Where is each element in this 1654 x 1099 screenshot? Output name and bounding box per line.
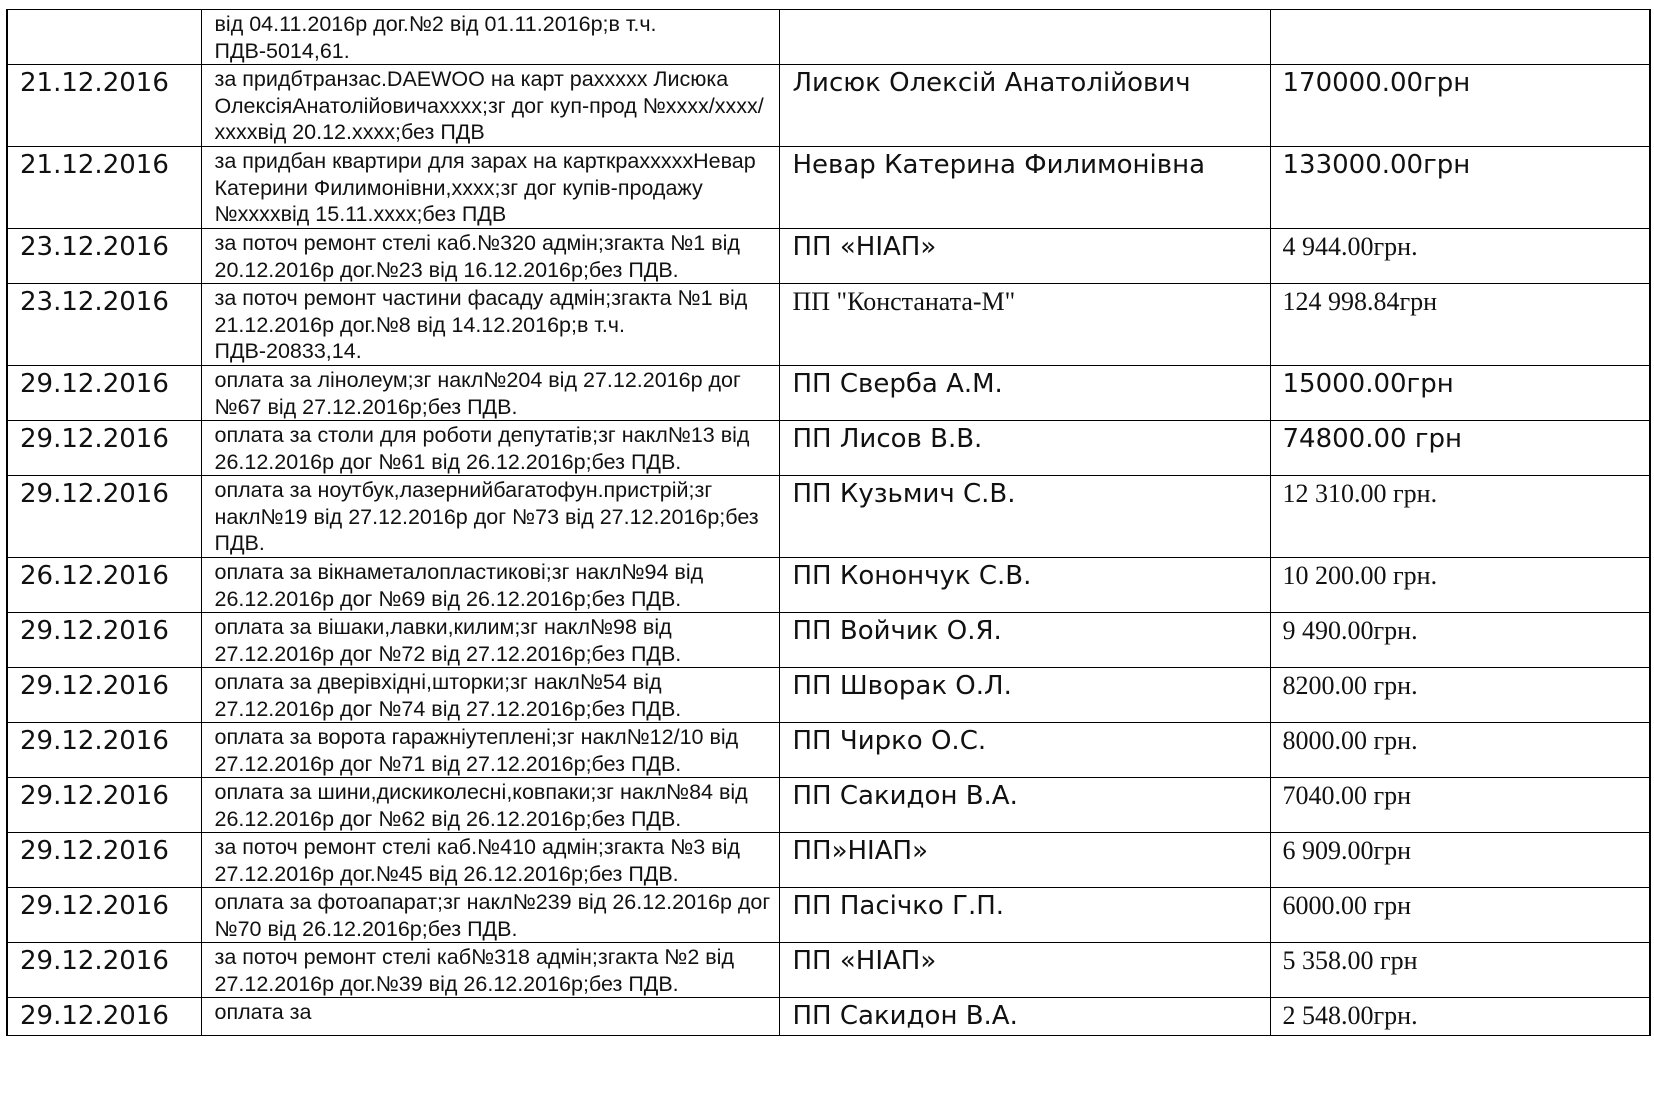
counterparty-cell: ПП Кузьмич С.В. <box>779 476 1270 558</box>
counterparty-cell <box>779 10 1270 65</box>
date-cell: 29.12.2016 <box>7 366 201 421</box>
amount-cell: 8200.00 грн. <box>1270 668 1650 723</box>
counterparty-cell: Невар Катерина Филимонівна <box>779 147 1270 229</box>
date-cell <box>7 10 201 65</box>
description-cell: за поточ ремонт частини фасаду адмін;згакта №1 від 21.12.2016р дог.№8 від 14.12.2016р;в т.ч. ПДВ-20833,14. <box>201 284 779 366</box>
amount-cell: 7040.00 грн <box>1270 778 1650 833</box>
counterparty-cell: ПП Сакидон В.А. <box>779 998 1270 1036</box>
date-cell: 23.12.2016 <box>7 284 201 366</box>
description-cell: оплата за шини,дискиколесні,ковпаки;зг накл№84 від 26.12.2016р дог №62 від 26.12.2016р;без ПДВ. <box>201 778 779 833</box>
date-cell: 29.12.2016 <box>7 613 201 668</box>
amount-cell: 133000.00грн <box>1270 147 1650 229</box>
amount-cell: 5 358.00 грн <box>1270 943 1650 998</box>
description-cell: оплата за ворота гаражніутеплені;зг накл№12/10 від 27.12.2016р дог №71 від 27.12.2016р;без ПДВ. <box>201 723 779 778</box>
description-cell: оплата за столи для роботи депутатів;зг накл№13 від 26.12.2016р дог №61 від 26.12.2016р;без ПДВ. <box>201 421 779 476</box>
description-cell: оплата за дверівхідні,шторки;зг накл№54 від 27.12.2016р дог №74 від 27.12.2016р;без ПДВ. <box>201 668 779 723</box>
description-cell: оплата за фотоапарат;зг накл№239 від 26.12.2016р дог №70 від 26.12.2016р;без ПДВ. <box>201 888 779 943</box>
amount-cell: 6000.00 грн <box>1270 888 1650 943</box>
table-row <box>7 229 1650 284</box>
table-row <box>7 366 1650 421</box>
date-cell: 29.12.2016 <box>7 943 201 998</box>
counterparty-cell: ПП "Констаната-М" <box>779 284 1270 366</box>
amount-cell: 170000.00грн <box>1270 65 1650 147</box>
counterparty-cell: ПП Сакидон В.А. <box>779 778 1270 833</box>
counterparty-cell: ПП Чирко О.С. <box>779 723 1270 778</box>
counterparty-cell: ПП»НІАП» <box>779 833 1270 888</box>
table-row <box>7 421 1650 476</box>
date-cell: 29.12.2016 <box>7 668 201 723</box>
counterparty-cell: ПП «НІАП» <box>779 943 1270 998</box>
amount-cell: 124 998.84грн <box>1270 284 1650 366</box>
table-row <box>7 943 1650 998</box>
table-row <box>7 998 1650 1036</box>
table-row <box>7 833 1650 888</box>
table-row <box>7 723 1650 778</box>
amount-cell: 6 909.00грн <box>1270 833 1650 888</box>
description-cell: оплата за лінолеум;зг накл№204 від 27.12.2016р дог №67 від 27.12.2016р;без ПДВ. <box>201 366 779 421</box>
description-cell: від 04.11.2016р дог.№2 від 01.11.2016р;в т.ч. ПДВ-5014,61. <box>201 10 779 65</box>
date-cell: 29.12.2016 <box>7 723 201 778</box>
date-cell: 21.12.2016 <box>7 147 201 229</box>
date-cell: 29.12.2016 <box>7 476 201 558</box>
counterparty-cell: ПП Лисов В.В. <box>779 421 1270 476</box>
table-row <box>7 10 1650 65</box>
date-cell: 29.12.2016 <box>7 421 201 476</box>
counterparty-cell: ПП Конончук С.В. <box>779 558 1270 613</box>
counterparty-cell: ПП Пасічко Г.П. <box>779 888 1270 943</box>
date-cell: 26.12.2016 <box>7 558 201 613</box>
description-cell: оплата за вікнаметалопластикові;зг накл№94 від 26.12.2016р дог №69 від 26.12.2016р;без ПДВ. <box>201 558 779 613</box>
counterparty-cell: Лисюк Олексій Анатолійович <box>779 65 1270 147</box>
table-row <box>7 147 1650 229</box>
amount-cell: 15000.00грн <box>1270 366 1650 421</box>
table-row <box>7 284 1650 366</box>
description-cell: за придбтранзас.DAEWOO на карт рахххxx Лисюка ОлексіяАнатолійовичахххх;зг дог куп-прод №хххх/хххх/ххххвід 20.12.хххх;без ПДВ <box>201 65 779 147</box>
table-row <box>7 888 1650 943</box>
description-cell: оплата за вішаки,лавки,килим;зг накл№98 від 27.12.2016р дог №72 від 27.12.2016р;без ПДВ. <box>201 613 779 668</box>
table-row <box>7 613 1650 668</box>
amount-cell <box>1270 10 1650 65</box>
table-row <box>7 65 1650 147</box>
date-cell: 29.12.2016 <box>7 998 201 1036</box>
counterparty-cell: ПП Сверба А.М. <box>779 366 1270 421</box>
date-cell: 21.12.2016 <box>7 65 201 147</box>
amount-cell: 74800.00 грн <box>1270 421 1650 476</box>
counterparty-cell: ПП «НІАП» <box>779 229 1270 284</box>
description-cell: за придбан квартири для зарах на карткрахххххНевар Катерини Филимонівни,хххх;зг дог купів-продажу №хххxвід 15.11.хххх;без ПДВ <box>201 147 779 229</box>
amount-cell: 4 944.00грн. <box>1270 229 1650 284</box>
table-row <box>7 558 1650 613</box>
counterparty-cell: ПП Войчик О.Я. <box>779 613 1270 668</box>
description-cell: оплата за <box>201 998 779 1036</box>
description-cell: за поточ ремонт стелі каб.№410 адмін;згакта №3 від 27.12.2016р дог.№45 від 26.12.2016р;без ПДВ. <box>201 833 779 888</box>
description-cell: за поточ ремонт стелі каб.№320 адмін;згакта №1 від 20.12.2016р дог.№23 від 16.12.2016р;без ПДВ. <box>201 229 779 284</box>
amount-cell: 12 310.00 грн. <box>1270 476 1650 558</box>
payments-table <box>6 9 1651 1036</box>
table-row <box>7 778 1650 833</box>
date-cell: 29.12.2016 <box>7 778 201 833</box>
amount-cell: 8000.00 грн. <box>1270 723 1650 778</box>
table-row <box>7 476 1650 558</box>
description-cell: за поточ ремонт стелі каб№318 адмін;згакта №2 від 27.12.2016р дог.№39 від 26.12.2016р;без ПДВ. <box>201 943 779 998</box>
table-row <box>7 668 1650 723</box>
date-cell: 29.12.2016 <box>7 888 201 943</box>
date-cell: 23.12.2016 <box>7 229 201 284</box>
counterparty-cell: ПП Шворак О.Л. <box>779 668 1270 723</box>
amount-cell: 2 548.00грн. <box>1270 998 1650 1036</box>
date-cell: 29.12.2016 <box>7 833 201 888</box>
amount-cell: 10 200.00 грн. <box>1270 558 1650 613</box>
description-cell: оплата за ноутбук,лазернийбагатофун.пристрій;зг накл№19 від 27.12.2016р дог №73 від 27.12.2016р;без ПДВ. <box>201 476 779 558</box>
amount-cell: 9 490.00грн. <box>1270 613 1650 668</box>
